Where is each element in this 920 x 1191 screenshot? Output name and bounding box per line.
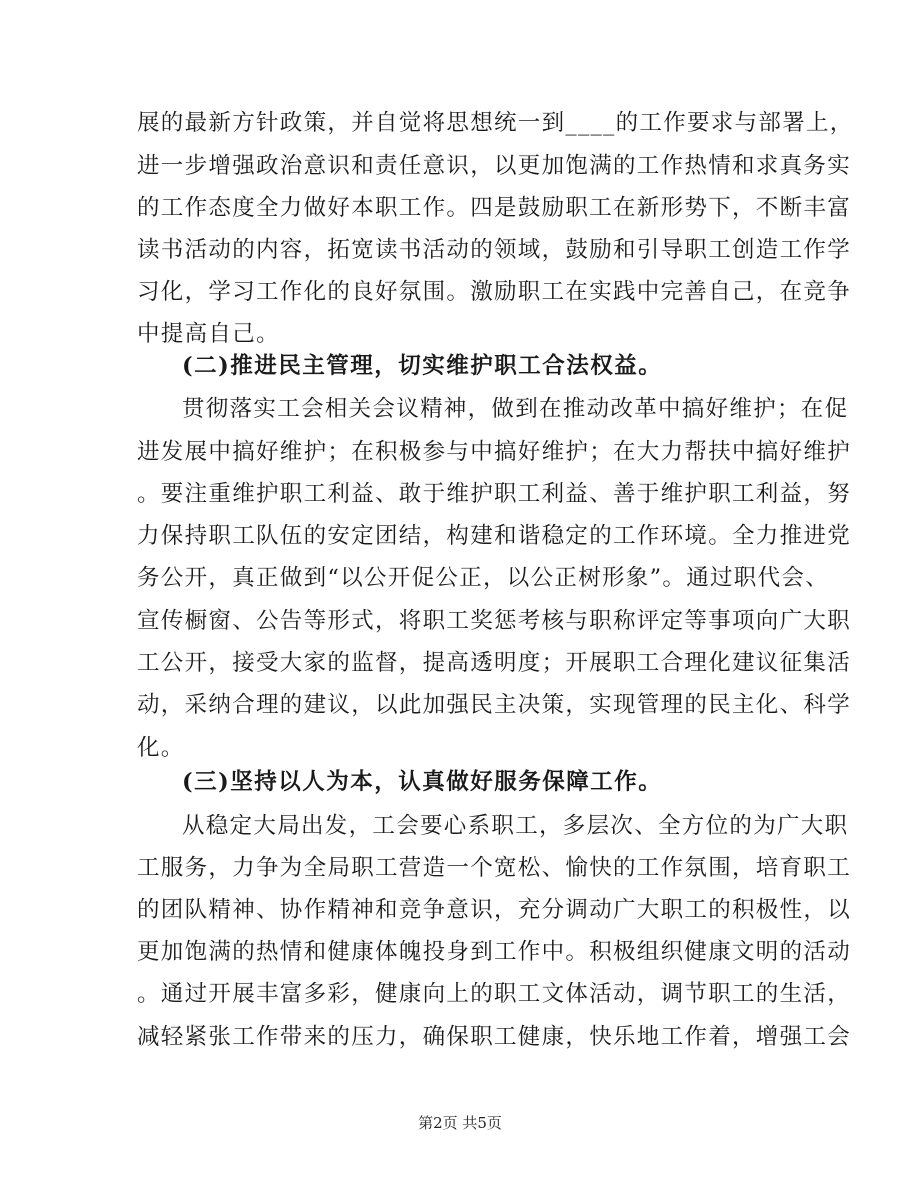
paragraph-line: 更加饱满的热情和健康体魄投身到工作中。积极组织健康文明的活动	[137, 939, 852, 965]
paragraph-line: 动，采纳合理的建议，以此加强民主决策，实现管理的民主化、科学	[137, 692, 852, 718]
paragraph-line: 进发展中搞好维护；在积极参与中搞好维护；在大力帮扶中搞好维护	[137, 439, 852, 465]
paragraph-line: 宣传橱窗、公告等形式，将职工奖惩考核与职称评定等事项向广大职	[137, 608, 852, 634]
paragraph-line: 务公开，真正做到“以公开促公正，以公正树形象”。通过职代会、	[137, 565, 830, 591]
paragraph-line: 减轻紧张工作带来的压力，确保职工健康，快乐地工作着，增强工会	[137, 1024, 852, 1050]
paragraph-line: 力保持职工队伍的安定团结，构建和谐稳定的工作环境。全力推进党	[137, 523, 852, 549]
paragraph-line: 从稳定大局出发，工会要心系职工，多层次、全方位的为广大职	[182, 813, 849, 839]
paragraph-line: 工公开，接受大家的监督，提高透明度；开展职工合理化建议征集活	[137, 650, 852, 676]
paragraph-line: 工服务，力争为全局职工营造一个宽松、愉快的工作氛围，培育职工	[137, 855, 852, 881]
paragraph-line: 。通过开展丰富多彩，健康向上的职工文体活动，调节职工的生活，	[137, 981, 852, 1007]
section-heading-3: (三)坚持以人为本，认真做好服务保障工作。	[182, 769, 663, 795]
paragraph-line: 展的最新方针政策，并自觉将思想统一到____的工作要求与部署上，	[137, 110, 854, 136]
page-footer: 第2页 共5页	[418, 1114, 502, 1132]
paragraph-line: 习化，学习工作化的良好氛围。激励职工在实践中完善自己，在竞争	[137, 279, 852, 305]
paragraph-line: 的团队精神、协作精神和竞争意识，充分调动广大职工的积极性，以	[137, 897, 852, 923]
paragraph-line: 中提高自己。	[137, 321, 280, 347]
section-heading-2: (二)推进民主管理，切实维护职工合法权益。	[182, 353, 663, 379]
paragraph-line: 读书活动的内容，拓宽读书活动的领域，鼓励和引导职工创造工作学	[137, 237, 852, 263]
paragraph-line: 化。	[137, 735, 185, 761]
paragraph-line: 的工作态度全力做好本职工作。四是鼓励职工在新形势下，不断丰富	[137, 195, 852, 221]
paragraph-line: 。要注重维护职工利益、敢于维护职工利益、善于维护职工利益，努	[137, 481, 852, 507]
paragraph-line: 进一步增强政治意识和责任意识，以更加饱满的工作热情和求真务实	[137, 153, 852, 179]
paragraph-line: 贯彻落实工会相关会议精神，做到在推动改革中搞好维护；在促	[182, 396, 849, 422]
